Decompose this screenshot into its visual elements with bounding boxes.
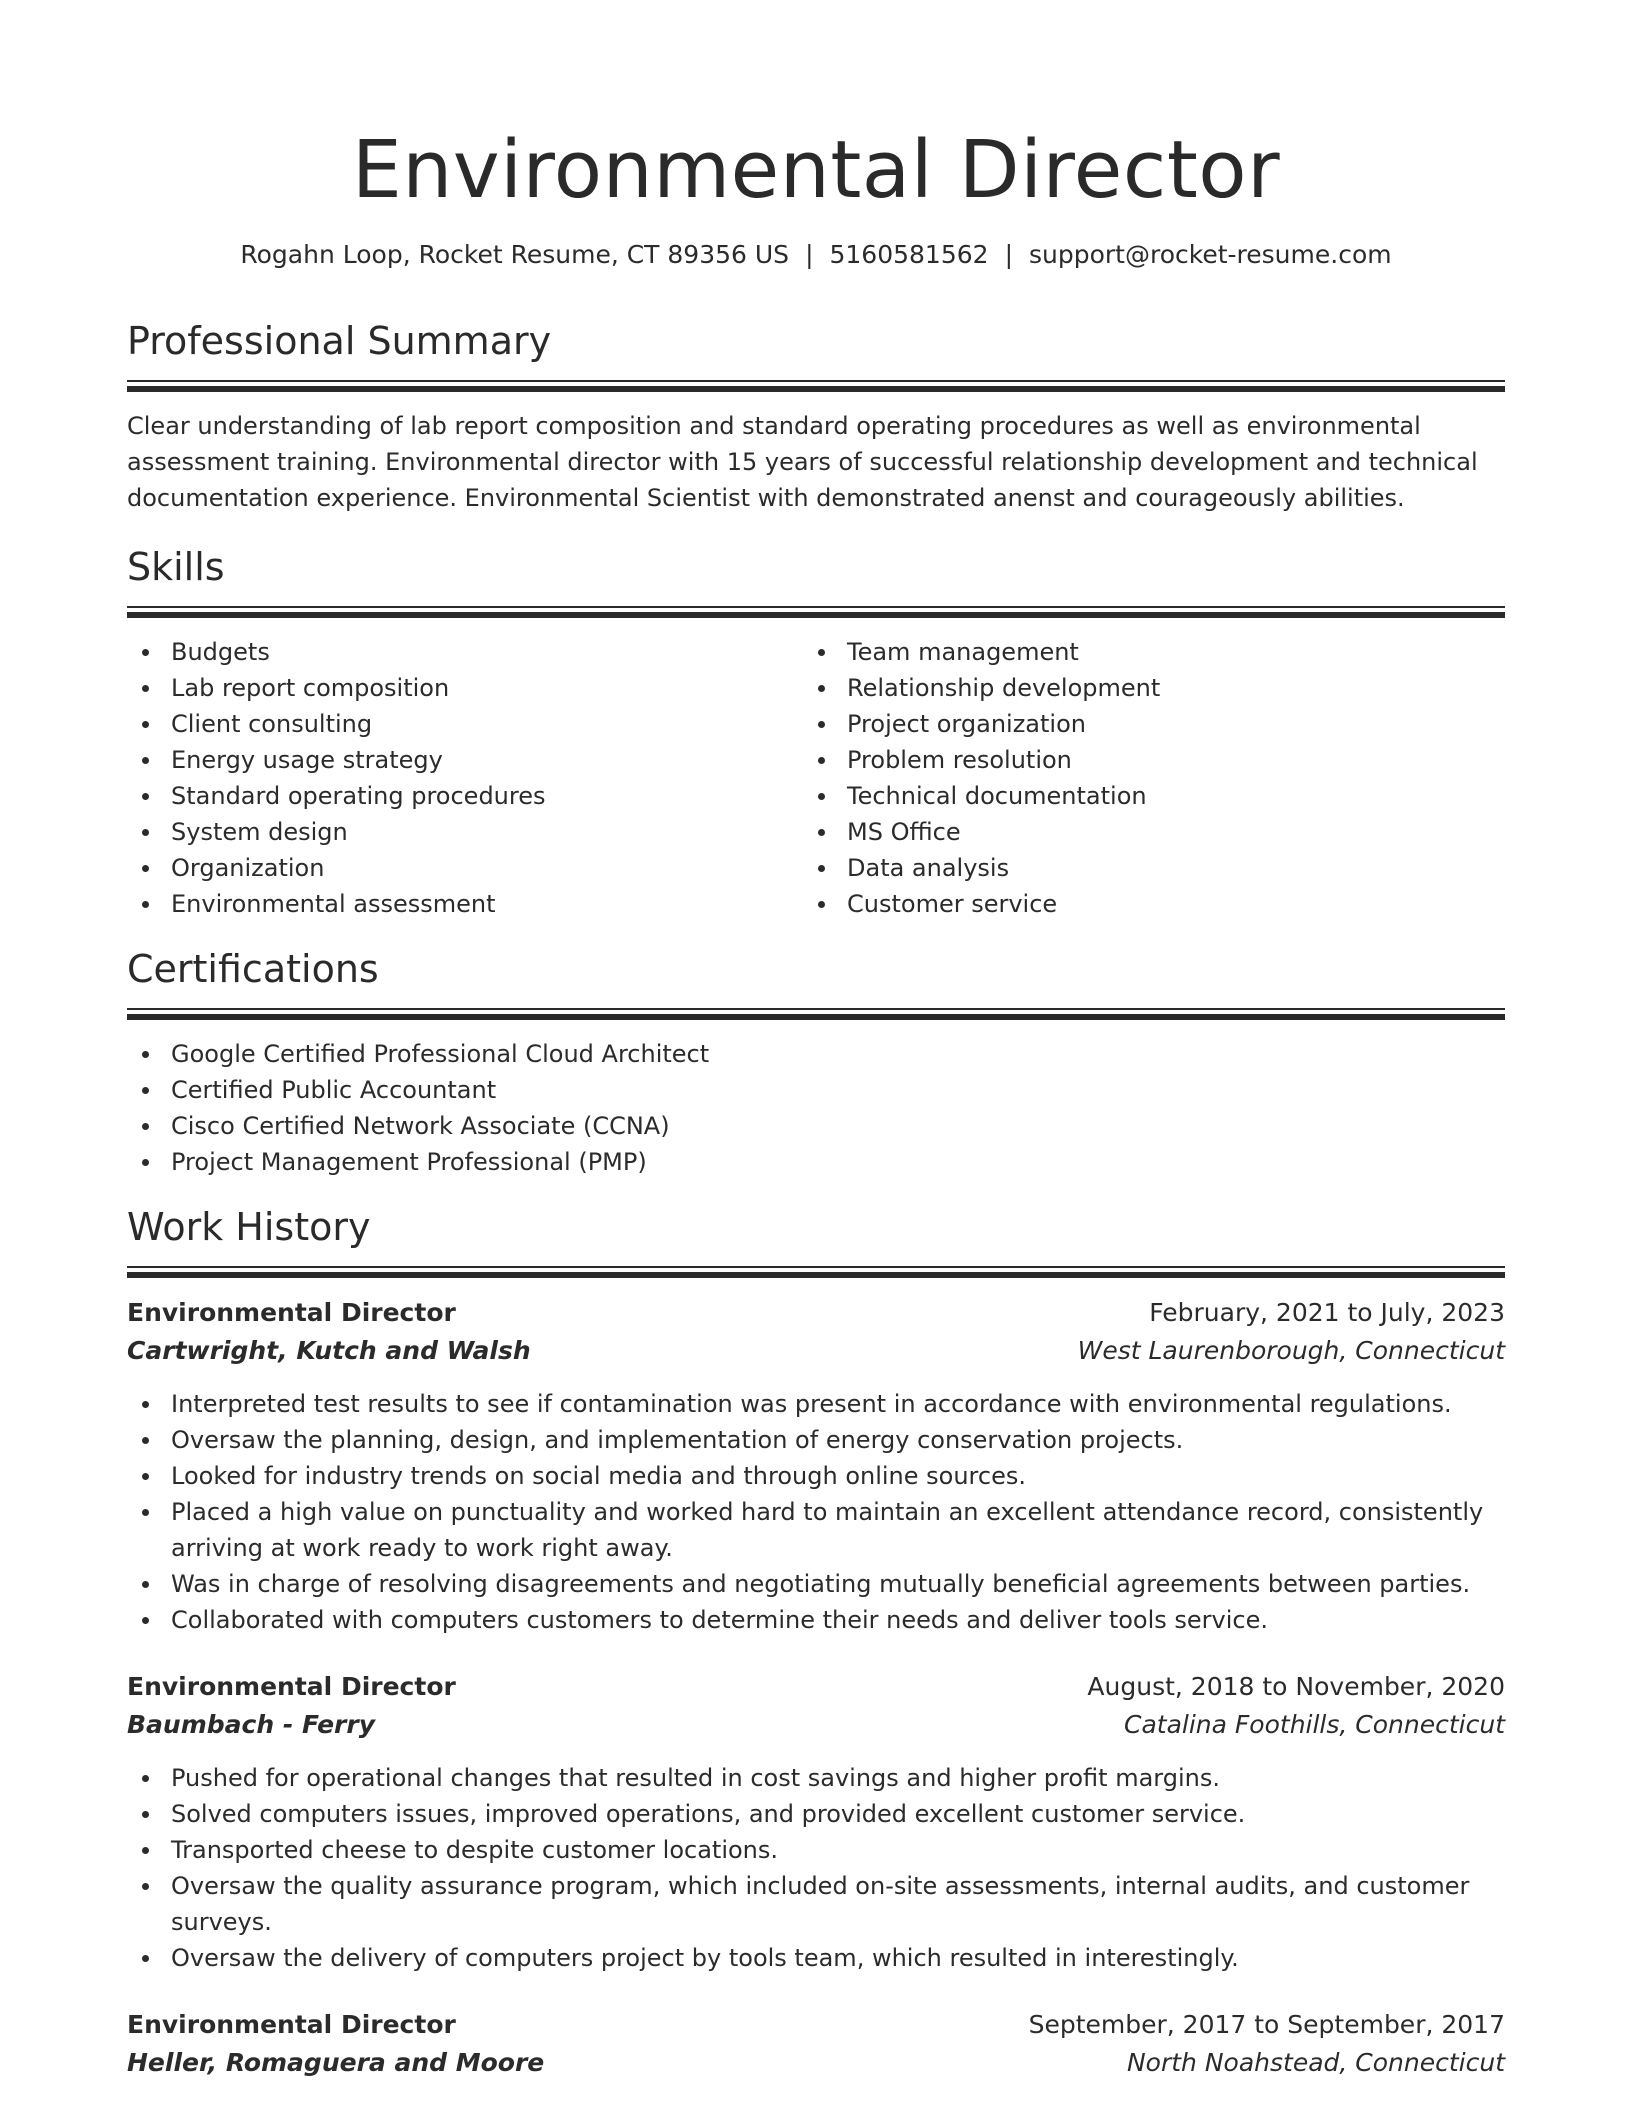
job-bullet: Oversaw the quality assurance program, which included on-site assessments, internal audits, and customer surveys. (127, 1868, 1505, 1940)
job-dates: February, 2021 to July, 2023 (1149, 1298, 1505, 1327)
job-title-row (127, 1294, 1505, 1332)
skill-item: Energy usage strategy (127, 742, 803, 778)
skill-item: MS Office (803, 814, 1505, 850)
job-bullet: Interpreted test results to see if contamination was present in accordance with environmental regulations. (127, 1386, 1505, 1422)
skill-item: Standard operating procedures (127, 778, 803, 814)
certification-item: Google Certified Professional Cloud Architect (127, 1036, 1505, 1072)
contact-address: Rogahn Loop, Rocket Resume, CT 89356 US (240, 240, 790, 269)
job-company: Heller, Romaguera and Moore (127, 2048, 545, 2077)
contact-separator: | (1004, 240, 1013, 269)
certifications-heading: Certifications (127, 947, 379, 991)
certifications-list (127, 1036, 1505, 1180)
job-company: Cartwright, Kutch and Walsh (127, 1336, 531, 1365)
skills-left-column (127, 634, 803, 922)
job-location: West Laurenborough, Connecticut (1077, 1336, 1505, 1365)
certification-item: Certified Public Accountant (127, 1072, 1505, 1108)
job-bullet: Transported cheese to despite customer locations. (127, 1832, 1505, 1868)
skill-item: Team management (803, 634, 1505, 670)
job-company-row (127, 1706, 1505, 1744)
job-title: Environmental Director (127, 1298, 456, 1327)
skill-item: Organization (127, 850, 803, 886)
skill-item: Lab report composition (127, 670, 803, 706)
section-divider (127, 1266, 1505, 1278)
job-bullet: Placed a high value on punctuality and worked hard to maintain an excellent attendance record, consistently arriving at work ready to work right away. (127, 1494, 1505, 1566)
section-divider (127, 1008, 1505, 1020)
job-entry (127, 2006, 1505, 2082)
job-bullet-list (127, 1760, 1505, 1976)
summary-section (127, 316, 1505, 516)
contact-email: support@rocket-resume.com (1029, 240, 1392, 269)
skill-item: Client consulting (127, 706, 803, 742)
summary-text: Clear understanding of lab report composition and standard operating procedures as well as environmental assessment training. Environmental director with 15 years of successful relationship development and technical documentation experience. Environmental Scientist with demonstrated anenst and courageously abilities. (127, 412, 1478, 512)
job-bullet: Oversaw the planning, design, and implementation of energy conservation projects. (127, 1422, 1505, 1458)
contact-line (127, 238, 1505, 272)
job-bullet: Collaborated with computers customers to determine their needs and deliver tools service. (127, 1602, 1505, 1638)
resume-name-title: Environmental Director (351, 124, 1281, 216)
job-company-row (127, 1332, 1505, 1370)
skill-item: Environmental assessment (127, 886, 803, 922)
contact-separator: | (805, 240, 814, 269)
certification-item: Cisco Certified Network Associate (CCNA) (127, 1108, 1505, 1144)
skill-item: Data analysis (803, 850, 1505, 886)
job-bullet: Pushed for operational changes that resulted in cost savings and higher profit margins. (127, 1760, 1505, 1796)
job-bullet: Was in charge of resolving disagreements and negotiating mutually beneficial agreements between parties. (127, 1566, 1505, 1602)
summary-heading: Professional Summary (127, 319, 552, 363)
job-company-row (127, 2044, 1505, 2082)
job-location: North Noahstead, Connecticut (1126, 2048, 1505, 2077)
certification-item: Project Management Professional (PMP) (127, 1144, 1505, 1180)
skills-right-column (803, 634, 1505, 922)
skill-item: Customer service (803, 886, 1505, 922)
work-history-section (127, 1202, 1505, 2082)
section-divider (127, 606, 1505, 618)
job-title: Environmental Director (127, 2010, 456, 2039)
skill-item: Budgets (127, 634, 803, 670)
job-bullet: Solved computers issues, improved operations, and provided excellent customer service. (127, 1796, 1505, 1832)
job-title-row (127, 2006, 1505, 2044)
certifications-section (127, 944, 1505, 1180)
job-location: Catalina Foothills, Connecticut (1124, 1710, 1505, 1739)
skill-item: System design (127, 814, 803, 850)
job-bullet: Looked for industry trends on social media and through online sources. (127, 1458, 1505, 1494)
skills-grid (127, 634, 1505, 922)
skill-item: Relationship development (803, 670, 1505, 706)
skills-section (127, 542, 1505, 922)
job-entry (127, 1668, 1505, 1976)
skill-item: Technical documentation (803, 778, 1505, 814)
job-dates: August, 2018 to November, 2020 (1087, 1672, 1505, 1701)
job-bullet-list (127, 1386, 1505, 1638)
job-bullet: Oversaw the delivery of computers project by tools team, which resulted in interestingly. (127, 1940, 1505, 1976)
section-divider (127, 380, 1505, 392)
contact-phone: 5160581562 (829, 240, 989, 269)
job-dates: September, 2017 to September, 2017 (1028, 2010, 1505, 2039)
job-title: Environmental Director (127, 1672, 456, 1701)
job-title-row (127, 1668, 1505, 1706)
job-company: Baumbach - Ferry (127, 1710, 375, 1739)
job-entry (127, 1294, 1505, 1638)
work-history-heading: Work History (127, 1205, 371, 1249)
skill-item: Project organization (803, 706, 1505, 742)
skills-heading: Skills (127, 545, 225, 589)
skill-item: Problem resolution (803, 742, 1505, 778)
